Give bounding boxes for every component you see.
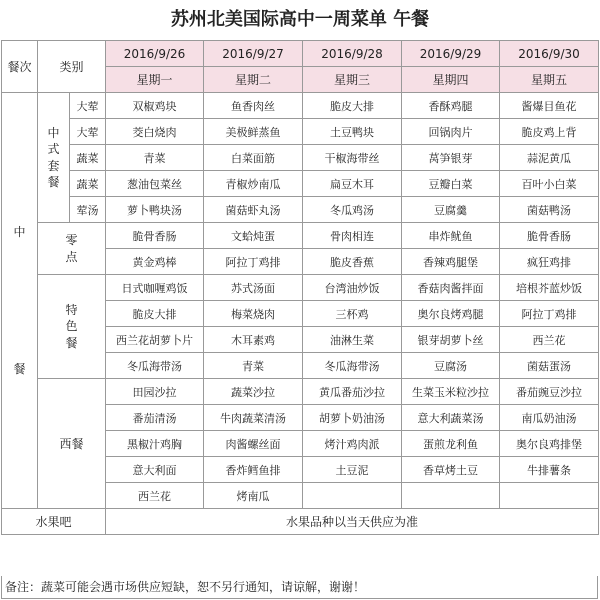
sub-category: 荤汤 xyxy=(70,197,106,223)
date-cell: 2016/9/28 xyxy=(303,41,402,67)
dish-cell: 冬瓜海带汤 xyxy=(303,353,402,379)
dish-cell: 蛋煎龙利鱼 xyxy=(402,431,500,457)
dish-cell: 疯狂鸡排 xyxy=(500,249,599,275)
dish-cell: 阿拉丁鸡排 xyxy=(204,249,303,275)
dish-cell: 烤汁鸡肉派 xyxy=(303,431,402,457)
table-row xyxy=(2,145,599,171)
dish-cell: 生菜玉米粒沙拉 xyxy=(402,379,500,405)
dish-cell: 日式咖喱鸡饭 xyxy=(106,275,204,301)
dish-cell: 油淋生菜 xyxy=(303,327,402,353)
dish-cell xyxy=(303,483,402,509)
dish-cell: 西兰花胡萝卜片 xyxy=(106,327,204,353)
weekday-cell: 星期三 xyxy=(303,67,402,93)
date-row xyxy=(2,41,599,67)
dish-cell: 三杯鸡 xyxy=(303,301,402,327)
footer-note: 备注：蔬菜可能会遇市场供应短缺，恕不另行通知，请谅解，谢谢！ xyxy=(1,576,598,599)
table-row xyxy=(2,379,599,405)
dish-cell: 脆骨香肠 xyxy=(106,223,204,249)
dish-cell xyxy=(402,483,500,509)
sub-category: 大荤 xyxy=(70,93,106,119)
dish-cell: 香草烤土豆 xyxy=(402,457,500,483)
dish-cell: 蒜泥黄瓜 xyxy=(500,145,599,171)
table-row xyxy=(2,119,599,145)
dish-cell: 豆腐汤 xyxy=(402,353,500,379)
dish-cell: 百叶小白菜 xyxy=(500,171,599,197)
dish-cell: 青菜 xyxy=(106,145,204,171)
dish-cell: 蔬菜沙拉 xyxy=(204,379,303,405)
dish-cell: 西兰花 xyxy=(500,327,599,353)
dish-cell: 西兰花 xyxy=(106,483,204,509)
sub-category: 蔬菜 xyxy=(70,171,106,197)
dish-cell: 胡萝卜奶油汤 xyxy=(303,405,402,431)
dish-cell: 台湾油炒饭 xyxy=(303,275,402,301)
date-cell: 2016/9/26 xyxy=(106,41,204,67)
dish-cell: 脆皮大排 xyxy=(106,301,204,327)
dish-cell: 奥尔良烤鸡腿 xyxy=(402,301,500,327)
dish-cell: 菌菇鸭汤 xyxy=(500,197,599,223)
dish-cell: 回锅肉片 xyxy=(402,119,500,145)
dish-cell: 美极鲜蒸鱼 xyxy=(204,119,303,145)
dish-cell xyxy=(500,483,599,509)
dish-cell: 土豆泥 xyxy=(303,457,402,483)
date-cell: 2016/9/30 xyxy=(500,41,599,67)
section-label-snack: 零 点 xyxy=(38,223,106,275)
date-cell: 2016/9/27 xyxy=(204,41,303,67)
table-row xyxy=(2,171,599,197)
weekday-cell: 星期二 xyxy=(204,67,303,93)
fruit-note: 水果品种以当天供应为准 xyxy=(106,509,599,535)
page-title: 苏州北美国际高中一周菜单 午餐 xyxy=(170,9,430,30)
dish-cell: 脆皮鸡上背 xyxy=(500,119,599,145)
table-row xyxy=(2,93,599,119)
table-row xyxy=(2,509,599,535)
dish-cell: 葱油包菜丝 xyxy=(106,171,204,197)
weekday-cell: 星期四 xyxy=(402,67,500,93)
dish-cell: 莴笋银芽 xyxy=(402,145,500,171)
category-header: 类别 xyxy=(38,41,106,93)
dish-cell: 番茄豌豆沙拉 xyxy=(500,379,599,405)
dish-cell: 扁豆木耳 xyxy=(303,171,402,197)
table-row xyxy=(2,223,599,249)
dish-cell: 银芽胡萝卜丝 xyxy=(402,327,500,353)
dish-cell: 酱爆目鱼花 xyxy=(500,93,599,119)
section-label-special: 特 色 餐 xyxy=(38,275,106,379)
meal-label-char: 餐 xyxy=(13,361,26,376)
dish-cell: 白菜面筋 xyxy=(204,145,303,171)
dish-cell: 黄瓜番茄沙拉 xyxy=(303,379,402,405)
dish-cell: 豆瓣白菜 xyxy=(402,171,500,197)
dish-cell: 阿拉丁鸡排 xyxy=(500,301,599,327)
dish-cell: 烤南瓜 xyxy=(204,483,303,509)
dish-cell: 串炸鱿鱼 xyxy=(402,223,500,249)
dish-cell: 南瓜奶油汤 xyxy=(500,405,599,431)
dish-cell: 菌菇蛋汤 xyxy=(500,353,599,379)
section-label-chinese-set: 中 式 套 餐 xyxy=(38,93,70,223)
weekday-cell: 星期五 xyxy=(500,67,599,93)
dish-cell: 萝卜鸭块汤 xyxy=(106,197,204,223)
sub-category: 蔬菜 xyxy=(70,145,106,171)
dish-cell: 菌菇虾丸汤 xyxy=(204,197,303,223)
dish-cell: 香炸鳕鱼排 xyxy=(204,457,303,483)
dish-cell: 骨肉相连 xyxy=(303,223,402,249)
dish-cell: 土豆鸭块 xyxy=(303,119,402,145)
dish-cell: 黑椒汁鸡胸 xyxy=(106,431,204,457)
dish-cell: 文蛤炖蛋 xyxy=(204,223,303,249)
dish-cell: 牛排薯条 xyxy=(500,457,599,483)
meal-label-char: 中 xyxy=(13,225,26,240)
dish-cell: 木耳素鸡 xyxy=(204,327,303,353)
dish-cell: 双椒鸡块 xyxy=(106,93,204,119)
dish-cell: 香菇肉酱拌面 xyxy=(402,275,500,301)
dish-cell: 田园沙拉 xyxy=(106,379,204,405)
menu-table xyxy=(1,40,599,535)
dish-cell: 豆腐羹 xyxy=(402,197,500,223)
dish-cell: 黄金鸡棒 xyxy=(106,249,204,275)
dish-cell: 冬瓜海带汤 xyxy=(106,353,204,379)
dish-cell: 牛肉蔬菜清汤 xyxy=(204,405,303,431)
dish-cell: 意大利面 xyxy=(106,457,204,483)
dish-cell: 青菜 xyxy=(204,353,303,379)
dish-cell: 香酥鸡腿 xyxy=(402,93,500,119)
dish-cell: 奥尔良鸡排堡 xyxy=(500,431,599,457)
dish-cell: 肉酱螺丝面 xyxy=(204,431,303,457)
dish-cell: 脆皮香蕉 xyxy=(303,249,402,275)
dish-cell: 鱼香肉丝 xyxy=(204,93,303,119)
dish-cell: 茭白烧肉 xyxy=(106,119,204,145)
dish-cell: 苏式汤面 xyxy=(204,275,303,301)
dish-cell: 意大利蔬菜汤 xyxy=(402,405,500,431)
dish-cell: 梅菜烧肉 xyxy=(204,301,303,327)
sub-category: 大荤 xyxy=(70,119,106,145)
table-row xyxy=(2,275,599,301)
meal-label-cell xyxy=(2,93,38,509)
section-label-fruit: 水果吧 xyxy=(2,509,106,535)
meal-header: 餐次 xyxy=(2,41,38,93)
dish-cell: 青椒炒南瓜 xyxy=(204,171,303,197)
dish-cell: 培根芥蓝炒饭 xyxy=(500,275,599,301)
section-label-western: 西餐 xyxy=(38,379,106,509)
weekday-cell: 星期一 xyxy=(106,67,204,93)
dish-cell: 脆皮大排 xyxy=(303,93,402,119)
dish-cell: 香辣鸡腿堡 xyxy=(402,249,500,275)
dish-cell: 脆骨香肠 xyxy=(500,223,599,249)
date-cell: 2016/9/29 xyxy=(402,41,500,67)
dish-cell: 冬瓜鸡汤 xyxy=(303,197,402,223)
table-row xyxy=(2,197,599,223)
dish-cell: 干椒海带丝 xyxy=(303,145,402,171)
dish-cell: 番茄清汤 xyxy=(106,405,204,431)
